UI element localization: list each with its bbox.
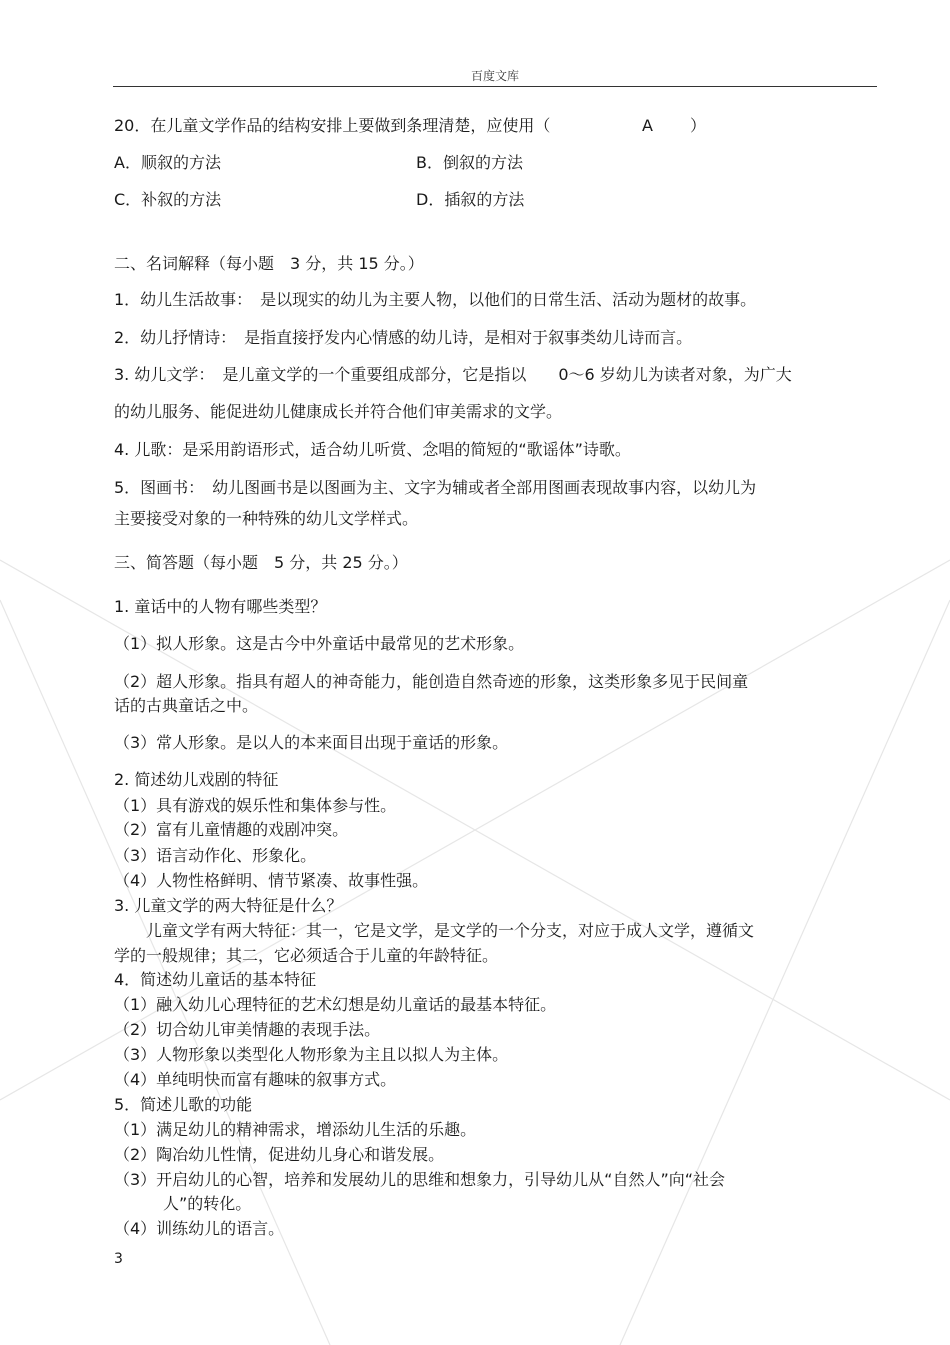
- term-definition: 5．图画书： 幼儿图画书是以图画为主、文字为辅或者全部用图画表现故事内容，以幼儿为: [114, 478, 757, 497]
- question-20-answer: A: [642, 116, 653, 135]
- answer-line: 话的古典童话之中。: [114, 696, 259, 715]
- answer-line: 儿童文学有两大特征：其一，它是文学，是文学的一个分支，对应于成人文学，遵循文: [146, 921, 755, 940]
- answer-line: 3. 儿童文学的两大特征是什么？: [114, 896, 343, 915]
- answer-line: 1. 童话中的人物有哪些类型？: [114, 597, 327, 616]
- question-20-close: ）: [690, 116, 707, 135]
- answer-line: （1）拟人形象。这是古今中外童话中最常见的艺术形象。: [114, 634, 525, 653]
- term-definition: 1．幼儿生活故事： 是以现实的幼儿为主要人物，以他们的日常生活、活动为题材的故事。: [114, 290, 757, 309]
- answer-line: （3）开启幼儿的心智，培养和发展幼儿的思维和想象力，引导幼儿从“自然人”向“社会: [114, 1170, 726, 1189]
- answer-line: （1）具有游戏的娱乐性和集体参与性。: [114, 796, 397, 815]
- answer-line: 学的一般规律；其二，它必须适合于儿童的年龄特征。: [114, 946, 499, 965]
- option-c: C．补叙的方法: [114, 190, 222, 209]
- answer-line: （4）训练幼儿的语言。: [114, 1219, 285, 1238]
- option-a: A．顺叙的方法: [114, 153, 221, 172]
- answer-line: 人”的转化。: [163, 1194, 252, 1213]
- answer-line: （4）单纯明快而富有趣味的叙事方式。: [114, 1070, 397, 1089]
- answer-line: 4．简述幼儿童话的基本特征: [114, 970, 317, 989]
- answer-line: （1）满足幼儿的精神需求，增添幼儿生活的乐趣。: [114, 1120, 477, 1139]
- section-2-heading: 二、名词解释（每小题 3 分，共 15 分。）: [114, 254, 424, 273]
- answer-line: （3）常人形象。是以人的本来面目出现于童话的形象。: [114, 733, 509, 752]
- option-d: D．插叙的方法: [416, 190, 525, 209]
- question-20-stem: 20．在儿童文学作品的结构安排上要做到条理清楚，应使用（: [114, 116, 551, 135]
- header-rule: [113, 86, 877, 87]
- term-definition: 2．幼儿抒情诗： 是指直接抒发内心情感的幼儿诗，是相对于叙事类幼儿诗而言。: [114, 328, 693, 347]
- answer-line: 2. 简述幼儿戏剧的特征: [114, 770, 279, 789]
- answer-line: （2）切合幼儿审美情趣的表现手法。: [114, 1020, 381, 1039]
- answer-line: （2）超人形象。指具有超人的神奇能力，能创造自然奇迹的形象，这类形象多见于民间童: [114, 672, 749, 691]
- answer-line: （3）人物形象以类型化人物形象为主且以拟人为主体。: [114, 1045, 509, 1064]
- option-b: B．倒叙的方法: [416, 153, 523, 172]
- term-definition: 主要接受对象的一种特殊的幼儿文学样式。: [114, 509, 419, 528]
- term-definition: 4. 儿歌：是采用韵语形式，适合幼儿听赏、念唱的简短的“歌谣体”诗歌。: [114, 440, 631, 459]
- header-title: 百度文库: [470, 69, 519, 83]
- answer-line: （1）融入幼儿心理特征的艺术幻想是幼儿童话的最基本特征。: [114, 995, 557, 1014]
- term-definition: 的幼儿服务、能促进幼儿健康成长并符合他们审美需求的文学。: [114, 402, 563, 421]
- answer-line: （2）富有儿童情趣的戏剧冲突。: [114, 820, 349, 839]
- answer-line: 5．简述儿歌的功能: [114, 1095, 253, 1114]
- answer-line: （4）人物性格鲜明、情节紧凑、故事性强。: [114, 871, 429, 890]
- section-3-heading: 三、简答题（每小题 5 分，共 25 分。）: [114, 553, 408, 572]
- term-definition: 3. 幼儿文学： 是儿童文学的一个重要组成部分，它是指以 0～6 岁幼儿为读者对象，为广大: [114, 365, 792, 384]
- answer-line: （3）语言动作化、形象化。: [114, 846, 317, 865]
- page-number: 3: [114, 1251, 123, 1267]
- answer-line: （2）陶冶幼儿性情，促进幼儿身心和谐发展。: [114, 1145, 445, 1164]
